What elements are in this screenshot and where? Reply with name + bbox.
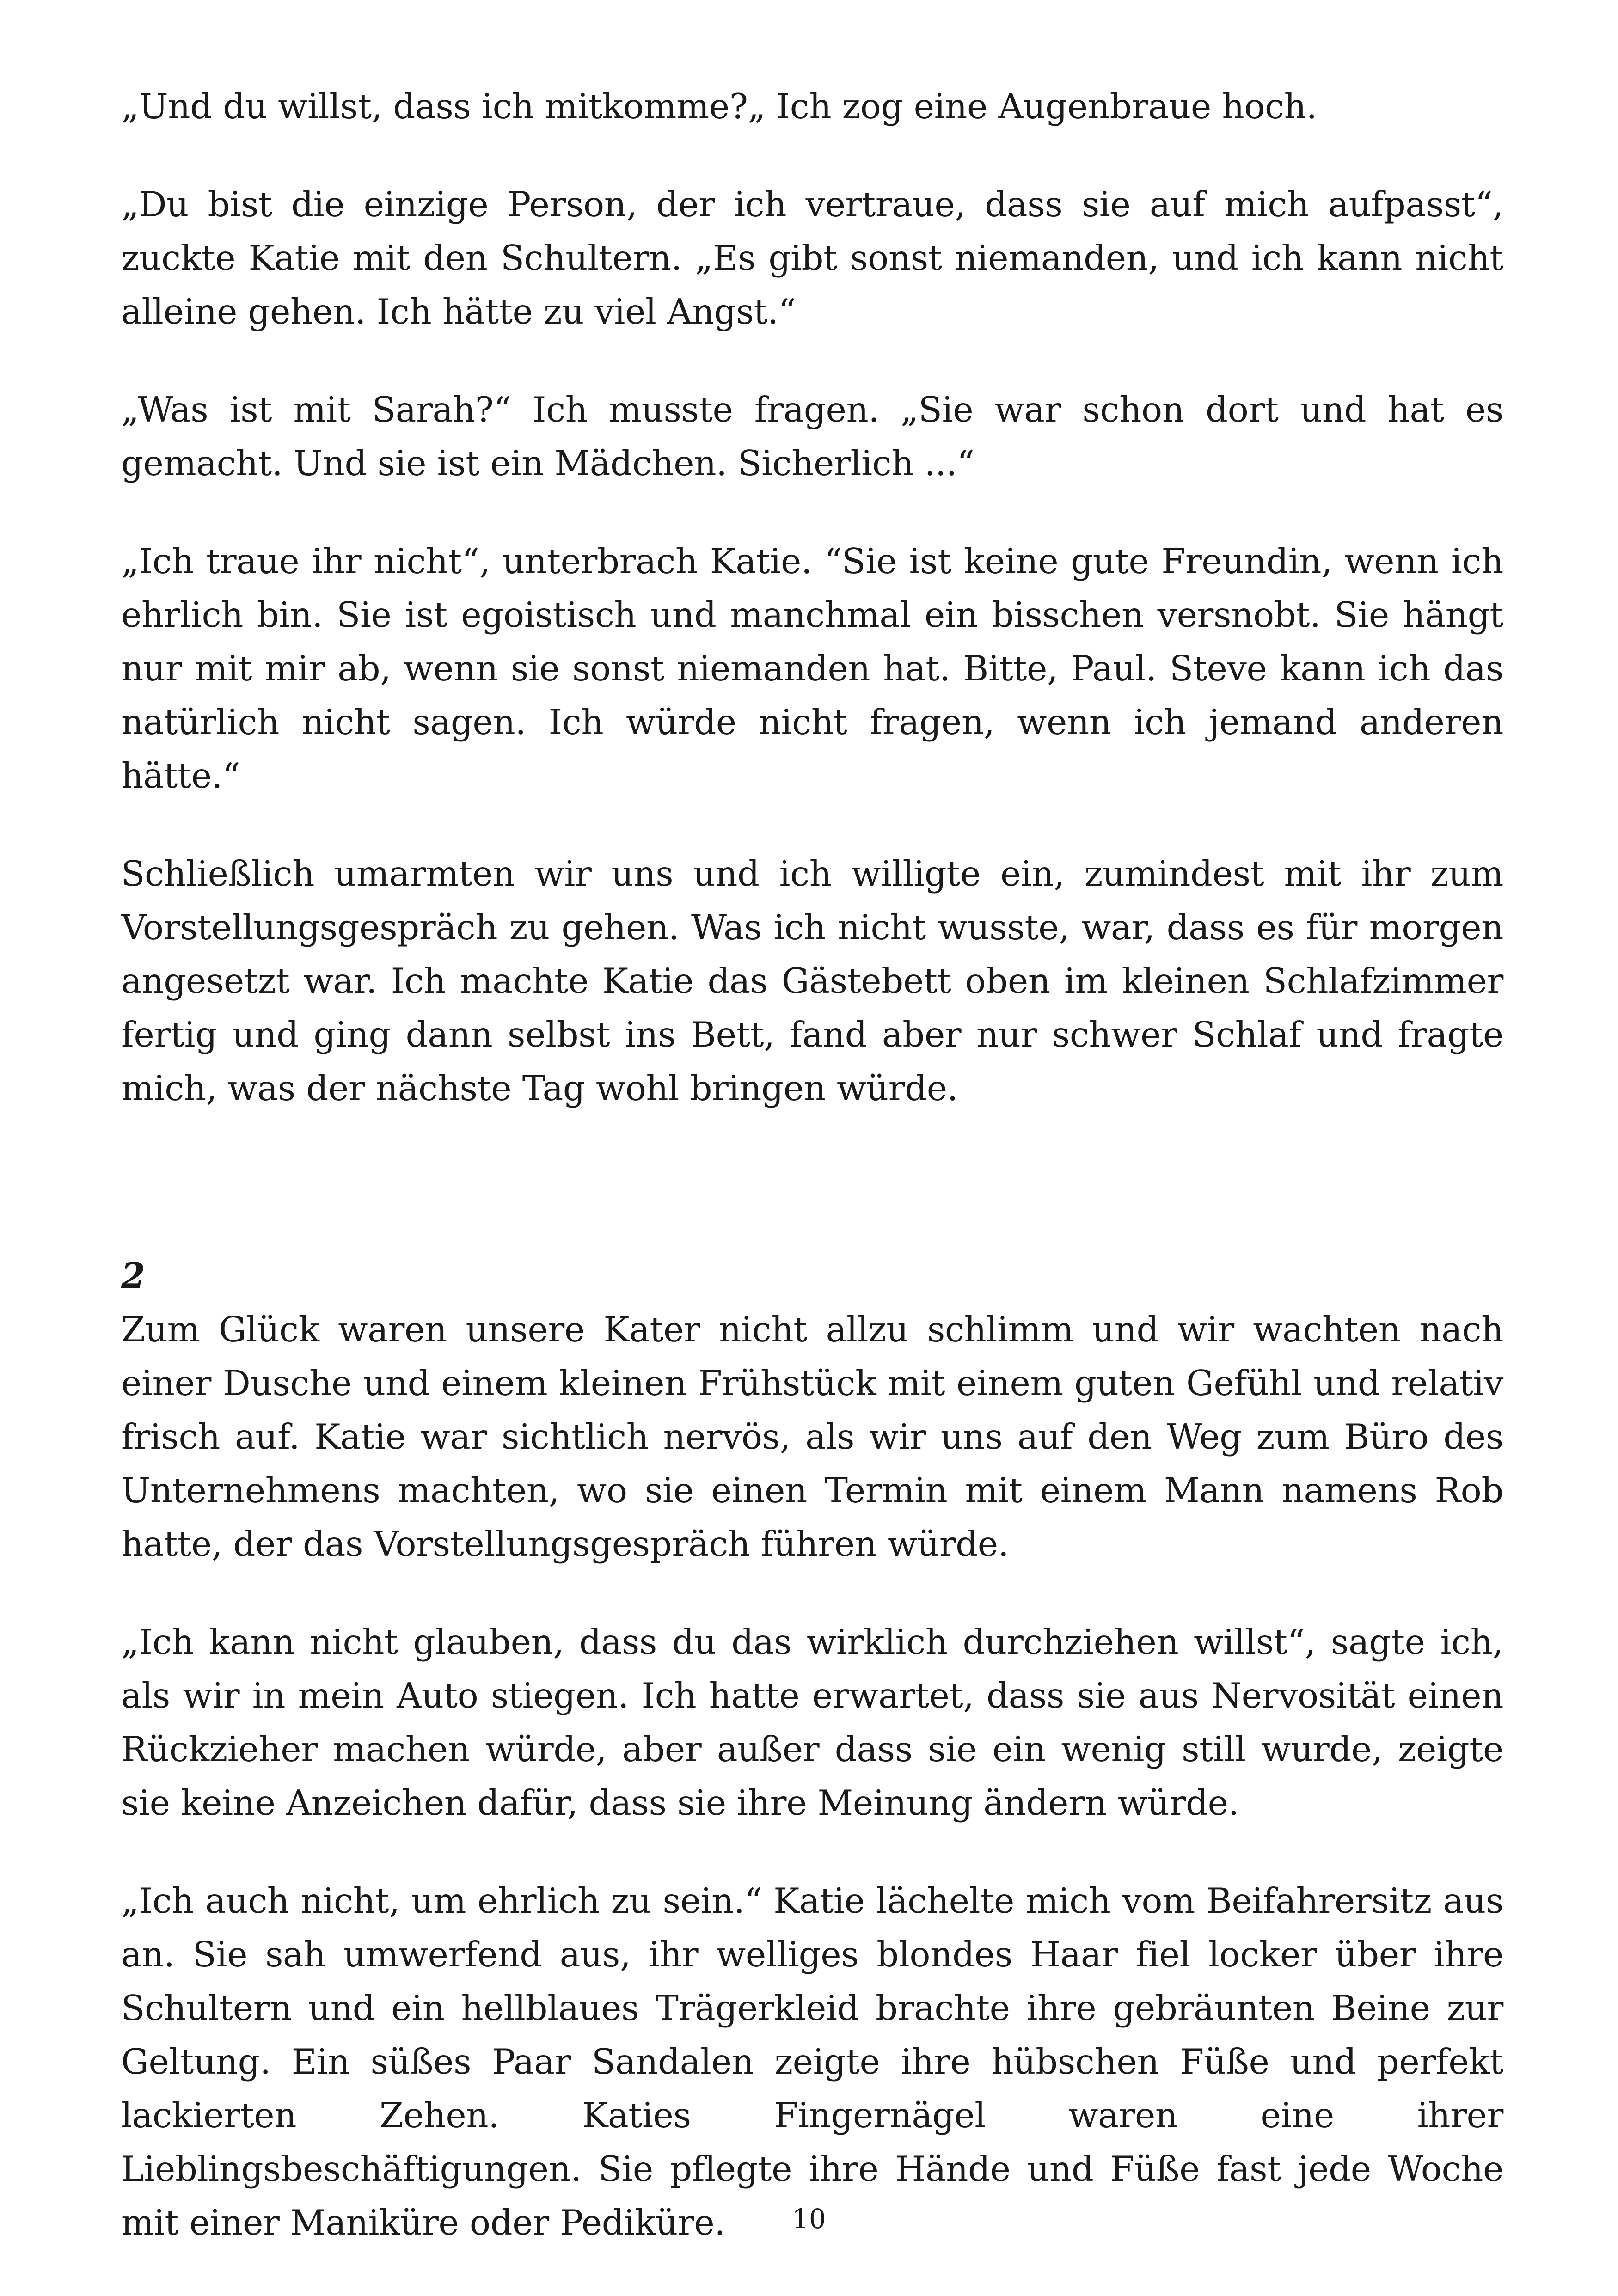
page-number: 10 bbox=[792, 2203, 826, 2235]
paragraph-2: „Du bist die einzige Person, der ich vertraue, dass sie auf mich aufpasst“, zuckte Katie mit den Schultern. „Es gibt sonst niemanden, und ich kann nicht alleine gehen. Ich hätte zu viel Angst.“ bbox=[121, 184, 1503, 332]
chapter-paragraph-2: „Ich kann nicht glauben, dass du das wirklich durchziehen willst“, sagte ich, als wir in mein Auto stiegen. Ich hatte erwartet, dass sie aus Nervosität einen Rückzieher machen würde, aber außer dass sie ein wenig still wurde, zeigte sie keine Anzeichen dafür, dass sie ihre Meinung ändern würde. bbox=[121, 1622, 1503, 1823]
paragraph-1: „Und du willst, dass ich mitkomme?„ Ich zog eine Augenbraue hoch. bbox=[121, 86, 1317, 127]
page-body bbox=[121, 80, 1503, 2294]
paragraph-5: Schließlich umarmten wir uns und ich willigte ein, zumindest mit ihr zum Vorstellungsgespräch zu gehen. Was ich nicht wusste, war, dass es für morgen angesetzt war. Ich machte Katie das Gästebett oben im kleinen Schlafzimmer fertig und ging dann selbst ins Bett, fand aber nur schwer Schlaf und fragte mich, was der nächste Tag wohl bringen würde. bbox=[121, 853, 1503, 1108]
chapter-number: 2 bbox=[121, 1255, 146, 1296]
paragraph-3: „Was ist mit Sarah?“ Ich musste fragen. „Sie war schon dort und hat es gemacht. Und sie ist ein Mädchen. Sicherlich ...“ bbox=[121, 389, 1503, 484]
chapter-paragraph-3: „Ich auch nicht, um ehrlich zu sein.“ Katie lächelte mich vom Beifahrersitz aus an. Sie sah umwerfend aus, ihr welliges blondes Haar fiel locker über ihre Schultern und ein hellblaues Trägerkleid brachte ihre gebräunten Beine zur Geltung. Ein süßes Paar Sandalen zeigte ihre hübschen Füße und perfekt lackierten Zehen. Katies Fingernägel waren eine ihrer Lieblingsbeschäftigungen. Sie pflegte ihre Hände und Füße fast jede Woche mit einer Maniküre oder Pediküre. bbox=[121, 1880, 1503, 2243]
chapter-paragraph-1: Zum Glück waren unsere Kater nicht allzu schlimm und wir wachten nach einer Dusche und einem kleinen Frühstück mit einem guten Gefühl und relativ frisch auf. Katie war sichtlich nervös, als wir uns auf den Weg zum Büro des Unternehmens machten, wo sie einen Termin mit einem Mann namens Rob hatte, der das Vorstellungsgespräch führen würde. bbox=[121, 1309, 1503, 1564]
paragraph-4: „Ich traue ihr nicht“, unterbrach Katie. “Sie ist keine gute Freundin, wenn ich ehrlich bin. Sie ist egoistisch und manchmal ein bisschen versnobt. Sie hängt nur mit mir ab, wenn sie sonst niemanden hat. Bitte, Paul. Steve kann ich das natürlich nicht sagen. Ich würde nicht fragen, wenn ich jemand anderen hätte.“ bbox=[121, 541, 1503, 796]
chapter-spacer bbox=[121, 1115, 1503, 1249]
